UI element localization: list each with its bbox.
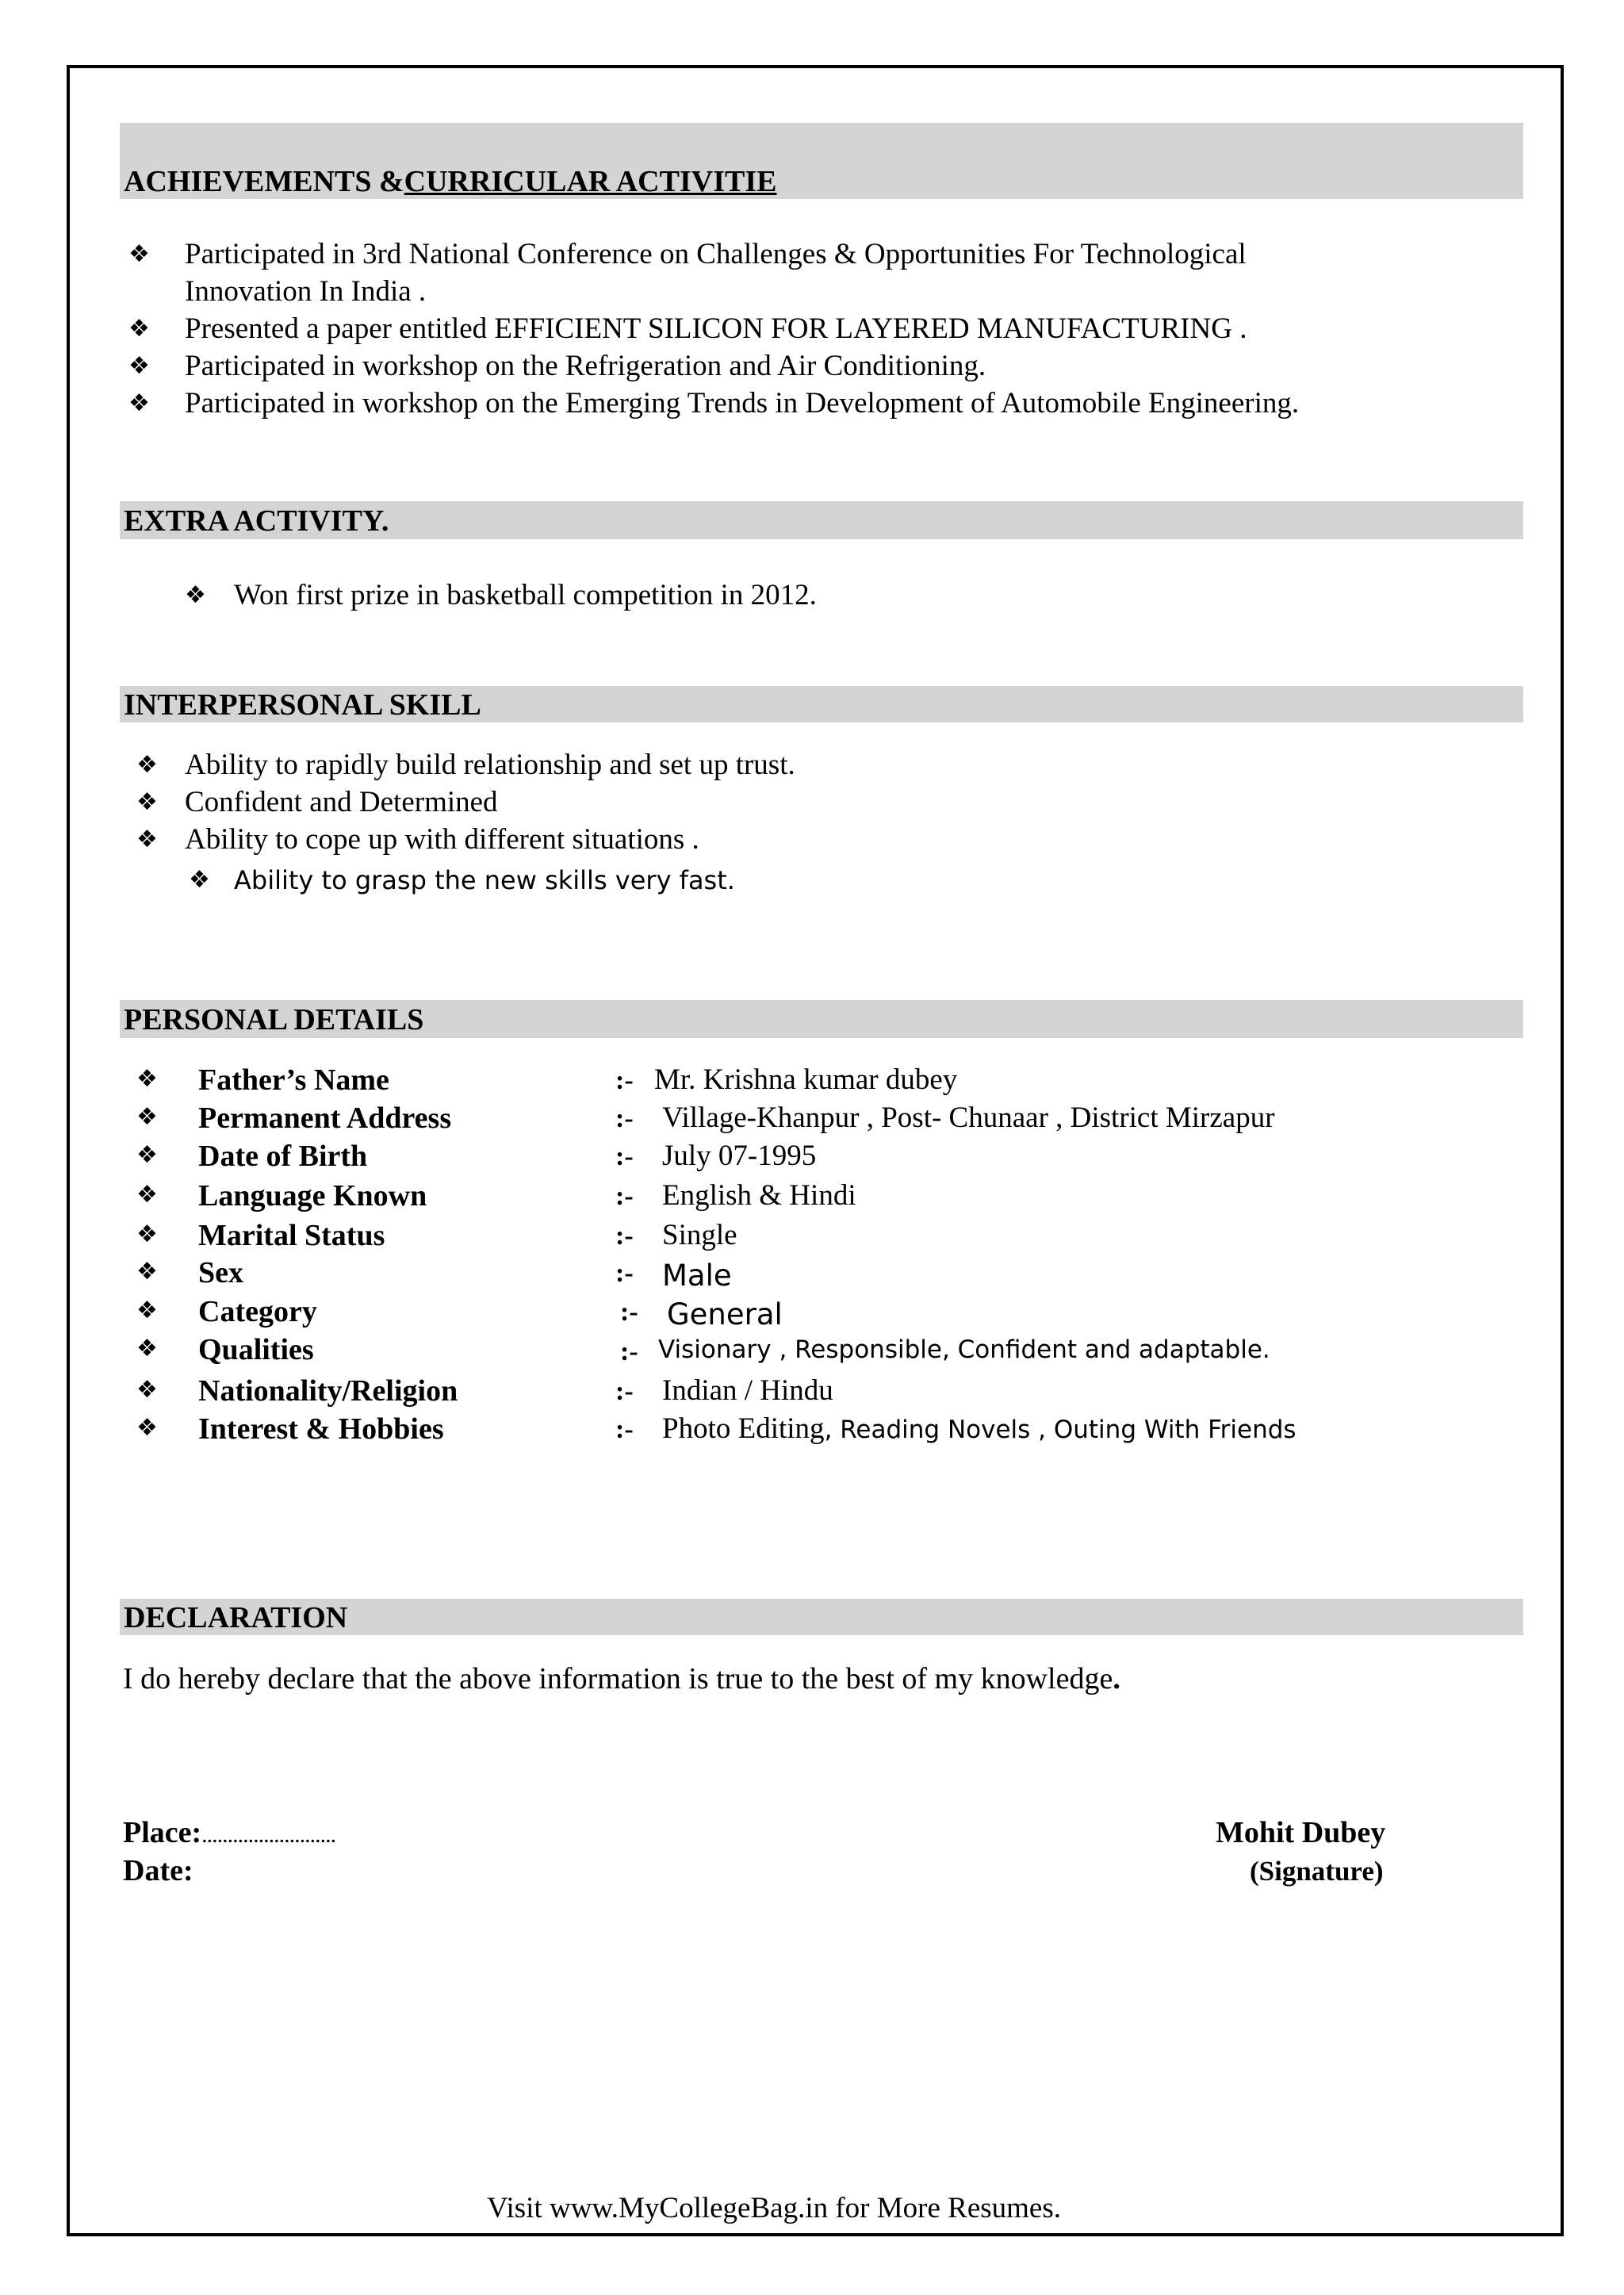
personal-value: [662, 1414, 1297, 1443]
interpersonal-item-4: Ability to grasp the new skills very fast.: [234, 865, 735, 895]
place-value: ..........................: [201, 1822, 336, 1848]
achievements-title-prefix: ACHIEVEMENTS &: [124, 165, 404, 198]
personal-separator: :-: [615, 1377, 634, 1406]
personal-label: Qualities: [198, 1333, 314, 1366]
section-title-achievements: [124, 167, 776, 197]
bullet-icon: ❖: [136, 751, 158, 779]
bullet-icon: ❖: [136, 1103, 158, 1131]
bullet-icon: ❖: [136, 1141, 158, 1169]
bullet-icon: ❖: [136, 1065, 158, 1093]
section-title-extra: EXTRA ACTIVITY.: [124, 504, 389, 538]
personal-separator: :-: [615, 1415, 634, 1444]
footer-text: Visit www.MyCollegeBag.in for More Resumes.: [487, 2192, 1061, 2224]
personal-label: Father’s Name: [198, 1063, 389, 1097]
bullet-icon: ❖: [136, 788, 158, 816]
personal-separator: :-: [615, 1066, 634, 1095]
personal-label: Category: [198, 1295, 317, 1328]
personal-label: Language Known: [198, 1179, 427, 1213]
section-title-interpersonal: INTERPERSONAL SKILL: [124, 688, 481, 722]
personal-separator: :-: [615, 1104, 634, 1133]
personal-label: Interest & Hobbies: [198, 1412, 444, 1446]
bullet-icon: ❖: [128, 389, 150, 417]
place-row: [123, 1818, 335, 1848]
bullet-icon: ❖: [136, 1220, 158, 1248]
declaration-text: [123, 1664, 1120, 1694]
personal-separator: :-: [615, 1221, 634, 1251]
achievements-title-underlined: CURRICULAR ACTIVITIE: [404, 165, 777, 198]
bullet-icon: ❖: [136, 1181, 158, 1209]
personal-value: English & Hindi: [662, 1179, 856, 1212]
bullet-icon: ❖: [128, 315, 150, 343]
section-title-declaration: DECLARATION: [124, 1601, 348, 1634]
extra-item-1: Won first prize in basketball competition in 2012.: [234, 579, 817, 611]
personal-value: Mr. Krishna kumar dubey: [654, 1063, 958, 1096]
bullet-icon: ❖: [185, 581, 206, 609]
achievement-item-4: Participated in workshop on the Emerging Trends in Development of Automobile Engineering.: [185, 387, 1300, 420]
personal-value-main: Photo Editing: [662, 1412, 825, 1445]
personal-label: Nationality/Religion: [198, 1374, 458, 1408]
bullet-icon: ❖: [136, 1258, 158, 1285]
personal-label: Marital Status: [198, 1219, 385, 1252]
achievement-item-1: Participated in 3rd National Conference on Challenges & Opportunities For Technological: [185, 238, 1247, 270]
personal-value-extra: , Reading Novels , Outing With Friends: [824, 1416, 1297, 1444]
signature-label: (Signature): [1250, 1856, 1384, 1887]
bullet-icon: ❖: [128, 352, 150, 380]
achievement-item-1-cont: Innovation In India .: [185, 275, 427, 308]
date-label: Date:: [123, 1854, 193, 1887]
bullet-icon: ❖: [136, 1335, 158, 1362]
personal-value: Single: [662, 1219, 737, 1251]
section-title-personal: PERSONAL DETAILS: [124, 1003, 424, 1036]
place-label: Place:: [123, 1816, 202, 1849]
personal-label: Date of Birth: [198, 1140, 368, 1173]
personal-value: Visionary , Responsible, Confident and adaptable.: [658, 1335, 1270, 1364]
bullet-icon: ❖: [189, 866, 210, 894]
interpersonal-item-1: Ability to rapidly build relationship and set up trust.: [185, 749, 795, 781]
personal-separator: :-: [615, 1182, 634, 1211]
achievement-item-3: Participated in workshop on the Refrigeration and Air Conditioning.: [185, 350, 986, 382]
personal-value: Male: [662, 1259, 732, 1293]
bullet-icon: ❖: [136, 1414, 158, 1442]
declaration-body: I do hereby declare that the above information is true to the best of my knowledge: [123, 1662, 1113, 1695]
personal-separator: :-: [620, 1297, 638, 1327]
personal-separator: :-: [620, 1337, 638, 1366]
bullet-icon: ❖: [136, 826, 158, 853]
personal-label: Sex: [198, 1256, 243, 1289]
signatory-name: Mohit Dubey: [1216, 1816, 1386, 1849]
personal-value: Village-Khanpur , Post- Chunaar , District Mirzapur: [662, 1102, 1275, 1134]
personal-value: General: [667, 1297, 783, 1331]
personal-separator: :-: [615, 1142, 634, 1171]
interpersonal-item-2: Confident and Determined: [185, 786, 498, 818]
personal-value: July 07-1995: [662, 1140, 817, 1172]
interpersonal-item-3: Ability to cope up with different situations .: [185, 823, 699, 856]
bullet-icon: ❖: [128, 240, 150, 268]
declaration-end: .: [1113, 1662, 1120, 1695]
personal-label: Permanent Address: [198, 1102, 452, 1135]
personal-separator: :-: [615, 1259, 634, 1288]
bullet-icon: ❖: [136, 1297, 158, 1324]
bullet-icon: ❖: [136, 1376, 158, 1404]
achievement-item-2: Presented a paper entitled EFFICIENT SILICON FOR LAYERED MANUFACTURING .: [185, 312, 1247, 345]
personal-value: Indian / Hindu: [662, 1374, 833, 1407]
